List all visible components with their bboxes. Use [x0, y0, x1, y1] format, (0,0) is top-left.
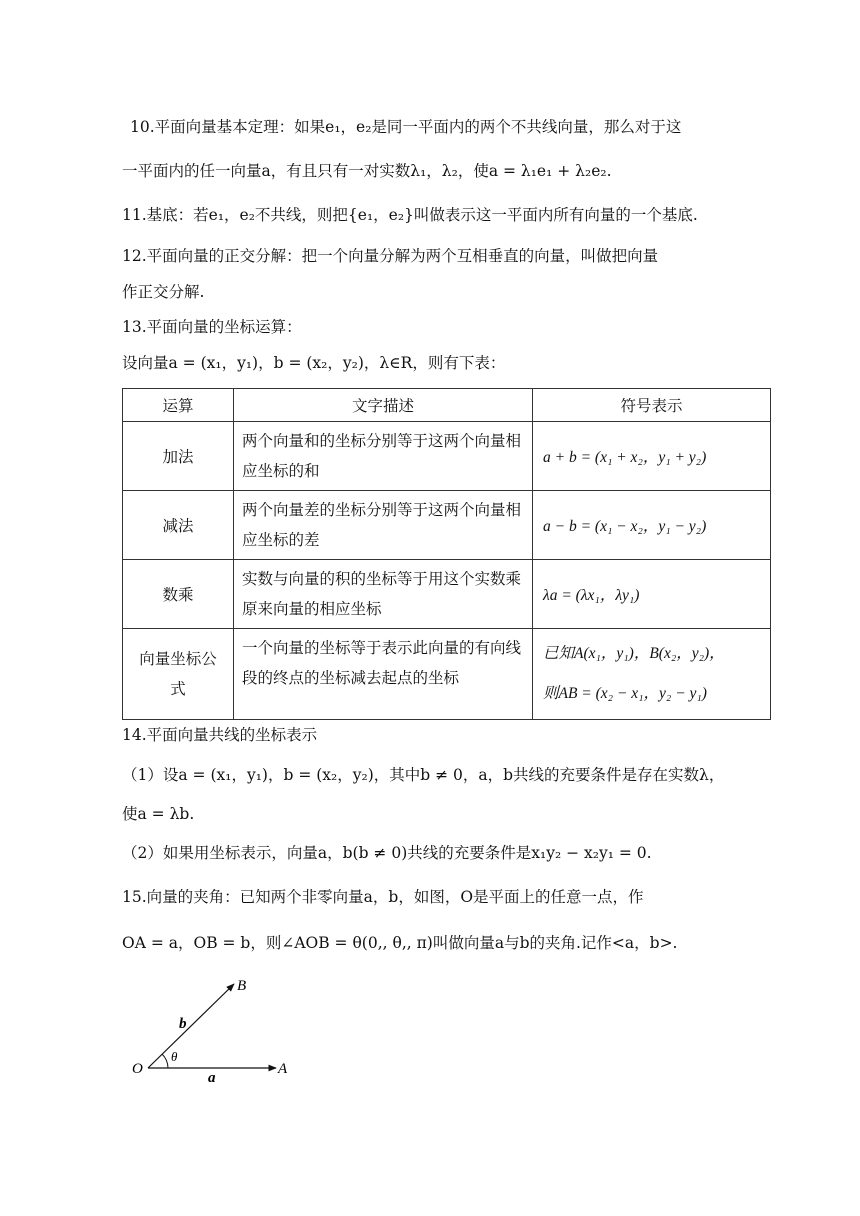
symbol-text: a − b = (x₁ − x₂，y₁ − y₂) — [543, 518, 707, 535]
table-row — [123, 629, 771, 720]
symbol-text: 则AB = (x₂ − x₁，y₂ − y₁) — [543, 685, 707, 702]
operation-symbol — [533, 422, 771, 491]
paragraph-12-line-2: 作正交分解. — [122, 283, 205, 301]
vector-a-label: a — [208, 1070, 216, 1086]
paragraph-15-line-2: OA = a，OB = b，则∠AOB = θ(0,, θ,, π)叫做向量a与b的夹角.记作<a，b>. — [122, 934, 678, 952]
operation-name: 向量坐标公式 — [123, 629, 234, 720]
symbol-text: 已知A(x₁，y₁)，B(x₂，y₂)， — [543, 645, 725, 662]
vector-b-label: b — [179, 1016, 187, 1032]
angle-theta-label: θ — [171, 1049, 178, 1064]
angle-arc — [162, 1054, 168, 1068]
table-row — [123, 422, 771, 491]
paragraph-13-intro: 设向量a = (x₁，y₁)，b = (x₂，y₂)，λ∈R，则有下表： — [122, 354, 506, 372]
symbol-text: a + b = (x₁ + x₂，y₁ + y₂) — [543, 449, 707, 466]
operation-description — [234, 422, 533, 491]
point-b-label: B — [237, 978, 247, 994]
coordinate-operations-table — [122, 388, 771, 720]
operation-name: 加法 — [123, 422, 234, 491]
vector-angle-figure — [128, 972, 308, 1091]
paragraph-10-line-2: 一平面内的任一向量a，有且只有一对实数λ₁，λ₂，使a = λ₁e₁ + λ₂e₂. — [122, 162, 612, 180]
paragraph-13-title: 13.平面向量的坐标运算： — [122, 318, 302, 336]
point-o-label: O — [132, 1061, 143, 1077]
table-row — [123, 560, 771, 629]
operation-description — [234, 491, 533, 560]
paragraph-14-1-line-1: （1）设a = (x₁，y₁)，b = (x₂，y₂)，其中b ≠ 0，a，b共线的充要条件是存在实数λ， — [122, 766, 725, 784]
description-text: 实数与向量的积的坐标等于用这个实数乘原来向量的相应坐标 — [242, 570, 522, 618]
paragraph-12-line-1: 12.平面向量的正交分解：把一个向量分解为两个互相垂直的向量，叫做把向量 — [122, 247, 659, 265]
point-a-label: A — [278, 1061, 288, 1077]
vector-angle-diagram — [128, 972, 308, 1087]
table-row — [123, 491, 771, 560]
table-header-row — [123, 389, 771, 422]
symbol-text: λa = (λx₁，λy₁) — [543, 587, 640, 604]
paragraph-14-title: 14.平面向量共线的坐标表示 — [122, 726, 318, 744]
operation-description — [234, 560, 533, 629]
table-header-cell: 符号表示 — [533, 389, 771, 422]
operation-name: 减法 — [123, 491, 234, 560]
paragraph-14-2: （2）如果用坐标表示，向量a，b(b ≠ 0)共线的充要条件是x₁y₂ − x₂y₁ = 0. — [122, 844, 652, 862]
operation-name: 数乘 — [123, 560, 234, 629]
description-text: 两个向量差的坐标分别等于这两个向量相应坐标的差 — [242, 501, 522, 549]
operation-symbol — [533, 629, 771, 720]
operation-symbol — [533, 491, 771, 560]
table-header-cell: 运算 — [123, 389, 234, 422]
operation-symbol — [533, 560, 771, 629]
description-text: 一个向量的坐标等于表示此向量的有向线段的终点的坐标减去起点的坐标 — [242, 639, 522, 687]
paragraph-15-line-1: 15.向量的夹角：已知两个非零向量a，b，如图，O是平面上的任意一点，作 — [122, 888, 644, 906]
paragraph-14-1-line-2: 使a = λb. — [122, 805, 195, 823]
table-header-cell: 文字描述 — [234, 389, 533, 422]
vector-b-arrow — [148, 984, 234, 1068]
paragraph-10-line-1: 10.平面向量基本定理：如果e₁，e₂是同一平面内的两个不共线向量，那么对于这 — [130, 118, 682, 136]
paragraph-11: 11.基底：若e₁，e₂不共线，则把{e₁，e₂}叫做表示这一平面内所有向量的一个基底. — [122, 206, 698, 224]
description-text: 两个向量和的坐标分别等于这两个向量相应坐标的和 — [242, 432, 522, 480]
operation-description — [234, 629, 533, 720]
